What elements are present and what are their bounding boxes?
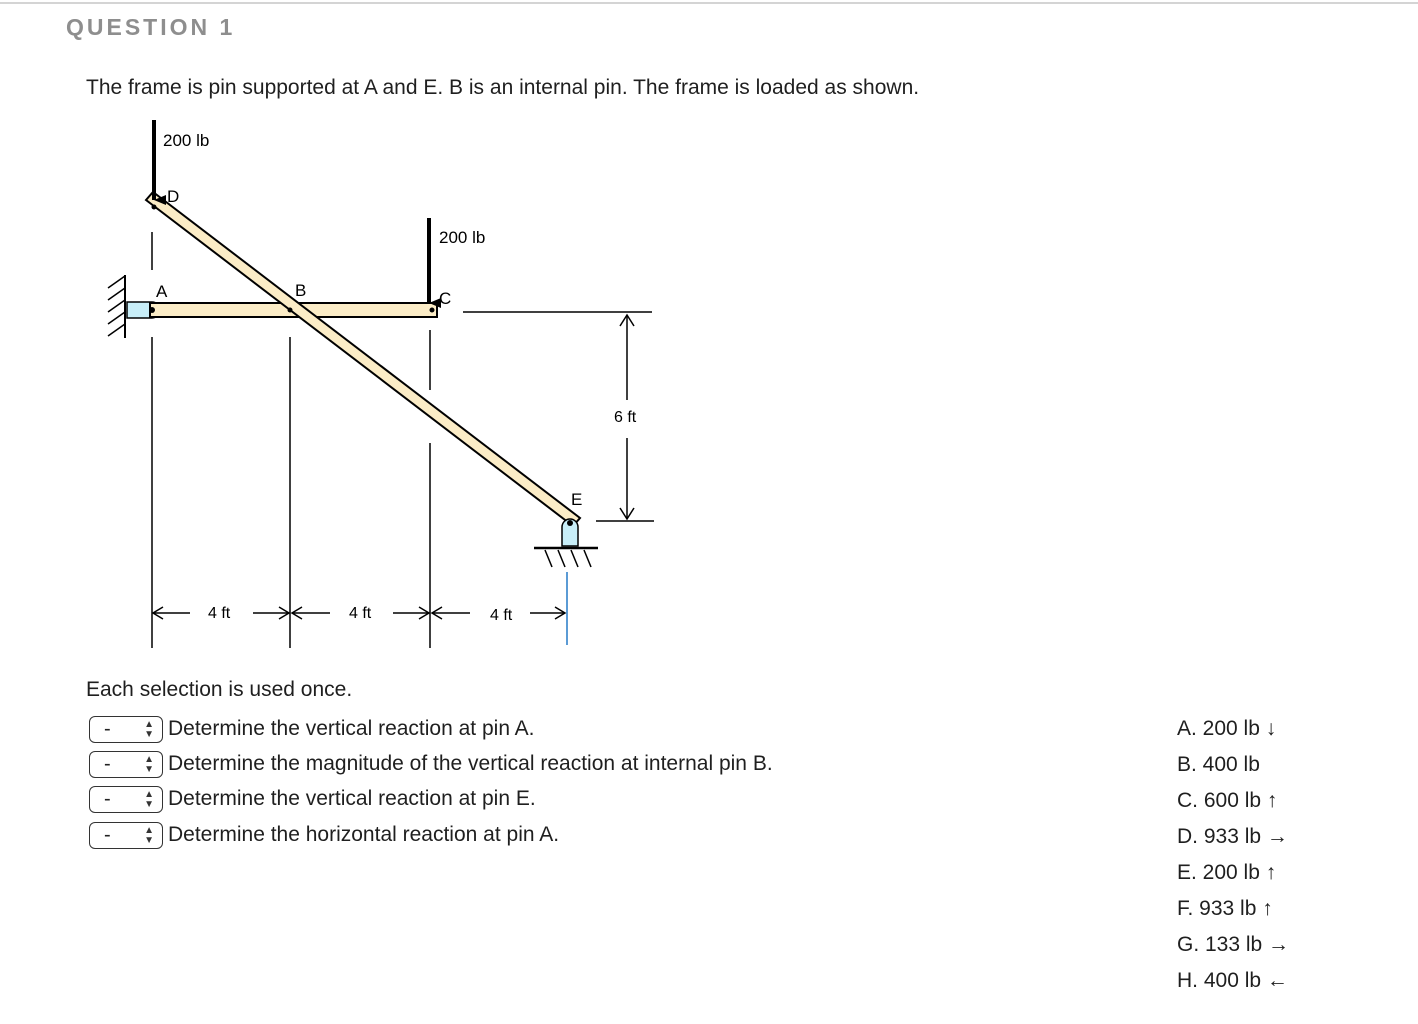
point-label-e: E <box>571 490 583 509</box>
question-prompt: The frame is pin supported at A and E. B is an internal pin. The frame is loaded as shown. <box>86 76 920 99</box>
select-value: - <box>104 752 111 775</box>
match-prompt-1: Determine the vertical reaction at pin A. <box>168 717 535 740</box>
pin-b <box>288 308 293 313</box>
point-label-b: B <box>295 281 307 300</box>
match-row <box>89 820 559 850</box>
match-prompt-2: Determine the magnitude of the vertical reaction at internal pin B. <box>168 752 773 775</box>
load-label-d: 200 lb <box>163 131 210 150</box>
match-prompt-4: Determine the horizontal reaction at pin A. <box>168 823 560 846</box>
pin-c <box>430 308 435 313</box>
extension-lines <box>152 232 654 648</box>
updown-arrows-icon: ▲ ▼ <box>144 824 154 846</box>
pin-support-e <box>534 519 598 567</box>
match-row <box>89 714 535 744</box>
select-value: - <box>104 717 111 740</box>
dimension-label-span-1: 4 ft <box>208 605 231 622</box>
updown-arrows-icon: ▲ ▼ <box>144 753 154 775</box>
load-label-c: 200 lb <box>439 228 486 247</box>
pin-a <box>149 307 155 313</box>
top-divider <box>0 2 1418 4</box>
point-label-a: A <box>156 282 168 301</box>
match-prompt-3: Determine the vertical reaction at pin E. <box>168 787 536 810</box>
dimension-label-span-3: 4 ft <box>490 607 513 624</box>
answer-choices-list <box>1177 713 1289 1001</box>
answer-select-3[interactable] <box>89 786 163 813</box>
answer-choice-g: G. 133 lb → <box>1177 933 1290 956</box>
dimension-label-span-2: 4 ft <box>349 605 372 622</box>
select-value: - <box>104 787 111 810</box>
frame-diagram <box>0 110 700 655</box>
member-de <box>146 192 583 526</box>
answer-choice-e: E. 200 lb ↑ <box>1177 861 1277 884</box>
select-value: - <box>104 823 111 846</box>
answer-choice-f: F. 933 lb ↑ <box>1177 897 1273 920</box>
updown-arrows-icon: ▲ ▼ <box>144 718 154 740</box>
question-title: QUESTION 1 <box>66 14 236 40</box>
pin-d <box>152 205 157 210</box>
answer-choice-d: D. 933 lb → <box>1177 825 1288 848</box>
point-label-c: C <box>439 289 452 308</box>
answer-choice-h: H. 400 lb ← <box>1177 969 1288 992</box>
updown-arrows-icon: ▲ ▼ <box>144 788 154 810</box>
matching-instruction: Each selection is used once. <box>86 678 353 701</box>
answer-select-2[interactable] <box>89 751 163 778</box>
answer-select-1[interactable] <box>89 716 163 743</box>
match-row <box>89 749 773 779</box>
dimension-label-height: 6 ft <box>614 409 637 426</box>
point-label-d: D <box>167 187 180 206</box>
match-row <box>89 784 536 814</box>
answer-choice-c: C. 600 lb ↑ <box>1177 789 1278 812</box>
answer-choice-b: B. 400 lb <box>1177 753 1260 776</box>
answer-choice-a: A. 200 lb ↓ <box>1177 717 1277 740</box>
answer-select-4[interactable] <box>89 822 163 849</box>
